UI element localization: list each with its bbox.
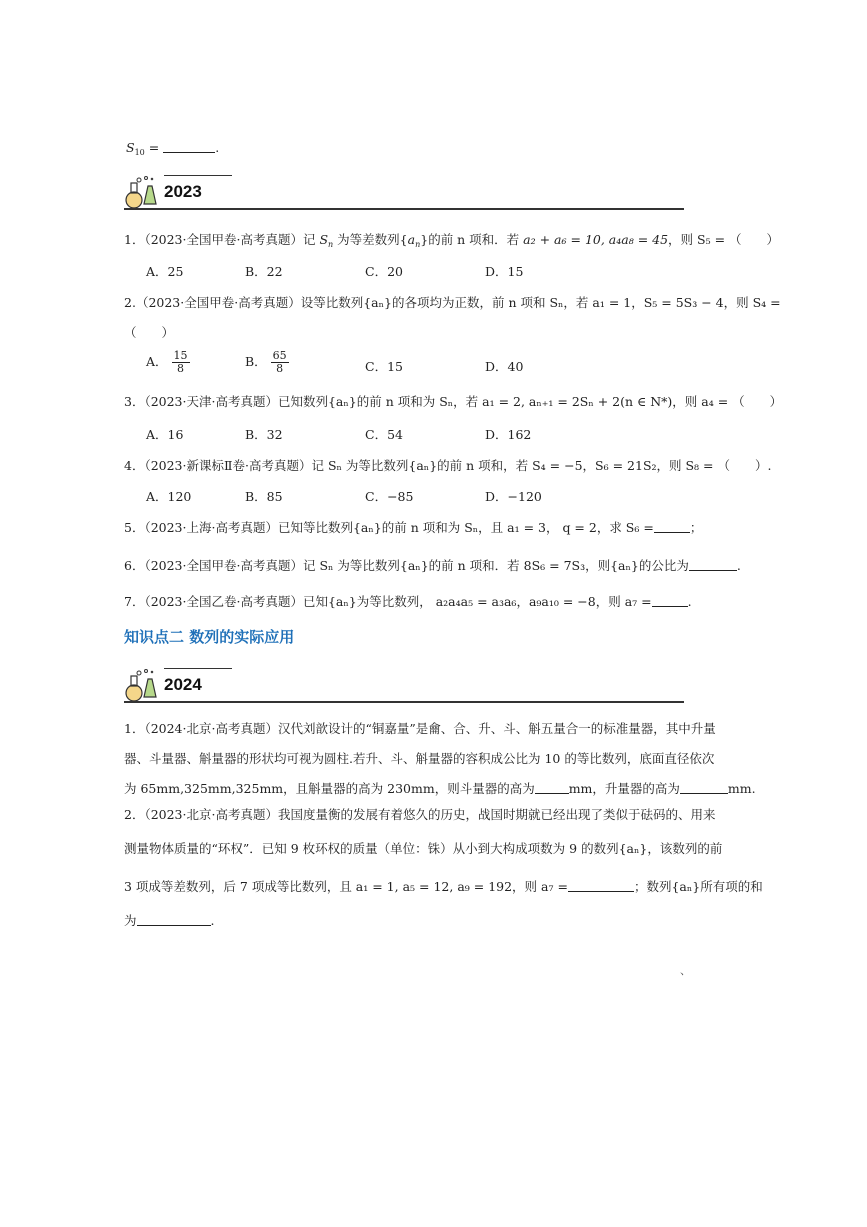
flask-icon <box>124 667 158 703</box>
question-6: 6．（2023·全国甲卷·高考真题）记 Sₙ 为等比数列{aₙ}的前 n 项和．若 8S₆ = 7S₃，则{aₙ}的公比为 . <box>124 558 741 573</box>
year-header-2024 <box>124 663 684 705</box>
header-rule <box>124 701 684 703</box>
section-title: 知识点二 数列的实际应用 <box>124 628 295 646</box>
q1-option-b[interactable]: B．22 <box>245 264 283 279</box>
problem-2: 2．（2023·北京·高考真题）我国度量衡的发展有着悠久的历史，战国时期就已经出现了类似于砝码的、用来 测量物体质量的“环权”．已知 9 枚环权的质量（单位：铢）从小到大构成项数为 9 的数列{aₙ}，该数列的前 3 项成等差数列，后 7 项成等比数列，且 a₁ = 1, a₅ = 12, a₉ = 192，则 a₇ = ；数列{aₙ}所有项的和 为 . <box>124 807 763 928</box>
q3-option-b[interactable]: B．32 <box>245 427 283 442</box>
answer-blank[interactable] <box>652 606 688 607</box>
answer-blank[interactable] <box>137 925 211 926</box>
answer-blank[interactable] <box>535 793 569 794</box>
year-label: 2023 <box>164 182 202 201</box>
answer-blank[interactable] <box>163 152 215 153</box>
question-3: 3．（2023·天津·高考真题）已知数列{aₙ}的前 n 项和为 Sₙ，若 a₁ = 2, aₙ₊₁ = 2Sₙ + 2(n ∈ N*)，则 a₄ = （ ） <box>124 394 783 409</box>
fraction: $\frac{65}{8}$ <box>272 349 287 375</box>
q4-option-d[interactable]: D．−120 <box>485 489 542 504</box>
q4-option-a[interactable]: A．120 <box>146 489 192 504</box>
q3-option-a[interactable]: A．16 <box>146 427 184 442</box>
q2-option-d[interactable]: D．40 <box>485 359 524 374</box>
stray-mark: 、 <box>680 964 691 977</box>
q3-option-c[interactable]: C．54 <box>365 427 403 442</box>
answer-blank[interactable] <box>568 891 634 892</box>
question-2: 2.（2023·全国甲卷·高考真题）设等比数列{aₙ}的各项均为正数，前 n 项和 Sₙ，若 a₁ = 1，S₅ = 5S₃ − 4，则 S₄ = <box>124 295 781 310</box>
header-short-rule <box>164 668 232 669</box>
question-4: 4．（2023·新课标Ⅱ卷·高考真题）记 Sₙ 为等比数列{aₙ}的前 n 项和，若 S₄ = −5，S₆ = 21S₂，则 S₈ = （ ）. <box>124 458 772 473</box>
q4-option-c[interactable]: C．−85 <box>365 489 414 504</box>
year-header-2023 <box>124 170 684 212</box>
q2-paren: （ ） <box>124 325 175 340</box>
q2-option-b[interactable]: B． $\frac{65}{8}$ <box>245 349 287 375</box>
q2-option-a[interactable]: A． $\frac{15}{8}$ <box>146 349 188 375</box>
q1-option-c[interactable]: C．20 <box>365 264 403 279</box>
answer-blank[interactable] <box>680 793 728 794</box>
s10-line: $S_{10}$ = . <box>126 140 220 157</box>
question-1: 1．（2023·全国甲卷·高考真题）记 $S_n$ 为等差数列$\{a_n\}$的前 n 项和．若 a₂ + a₆ = 10, a₄a₈ = 45，则 S₅ = （ ） <box>124 232 780 249</box>
answer-blank[interactable] <box>689 570 737 571</box>
header-rule <box>124 208 684 210</box>
q1-option-a[interactable]: A．25 <box>146 264 184 279</box>
q2-option-c[interactable]: C．15 <box>365 359 403 374</box>
answer-blank[interactable] <box>654 532 690 533</box>
flask-icon <box>124 174 158 210</box>
header-short-rule <box>164 175 232 176</box>
problem-1: 1．（2024·北京·高考真题）汉代刘歆设计的“铜嘉量”是龠、合、升、斗、斛五量合一的标准量器，其中升量 器、斗量器、斛量器的形状均可视为圆柱.若升、斗、斛量器的容积成公比为 10 的等比数列，底面直径依次 为 65mm,325mm,325mm，且斛量器的高为 230mm，则斗量器的高为 mm，升量器的高为 mm. <box>124 721 756 796</box>
q1-option-d[interactable]: D．15 <box>485 264 524 279</box>
question-7: 7．（2023·全国乙卷·高考真题）已知{aₙ}为等比数列， a₂a₄a₅ = a₃a₆，a₉a₁₀ = −8，则 a₇ = . <box>124 594 692 609</box>
fraction: $\frac{15}{8}$ <box>173 349 188 375</box>
q3-option-d[interactable]: D．162 <box>485 427 532 442</box>
year-label: 2024 <box>164 675 202 694</box>
q4-option-b[interactable]: B．85 <box>245 489 283 504</box>
question-5: 5．（2023·上海·高考真题）已知等比数列{aₙ}的前 n 项和为 Sₙ，且 a₁ = 3， q = 2，求 S₆ = ； <box>124 520 703 535</box>
